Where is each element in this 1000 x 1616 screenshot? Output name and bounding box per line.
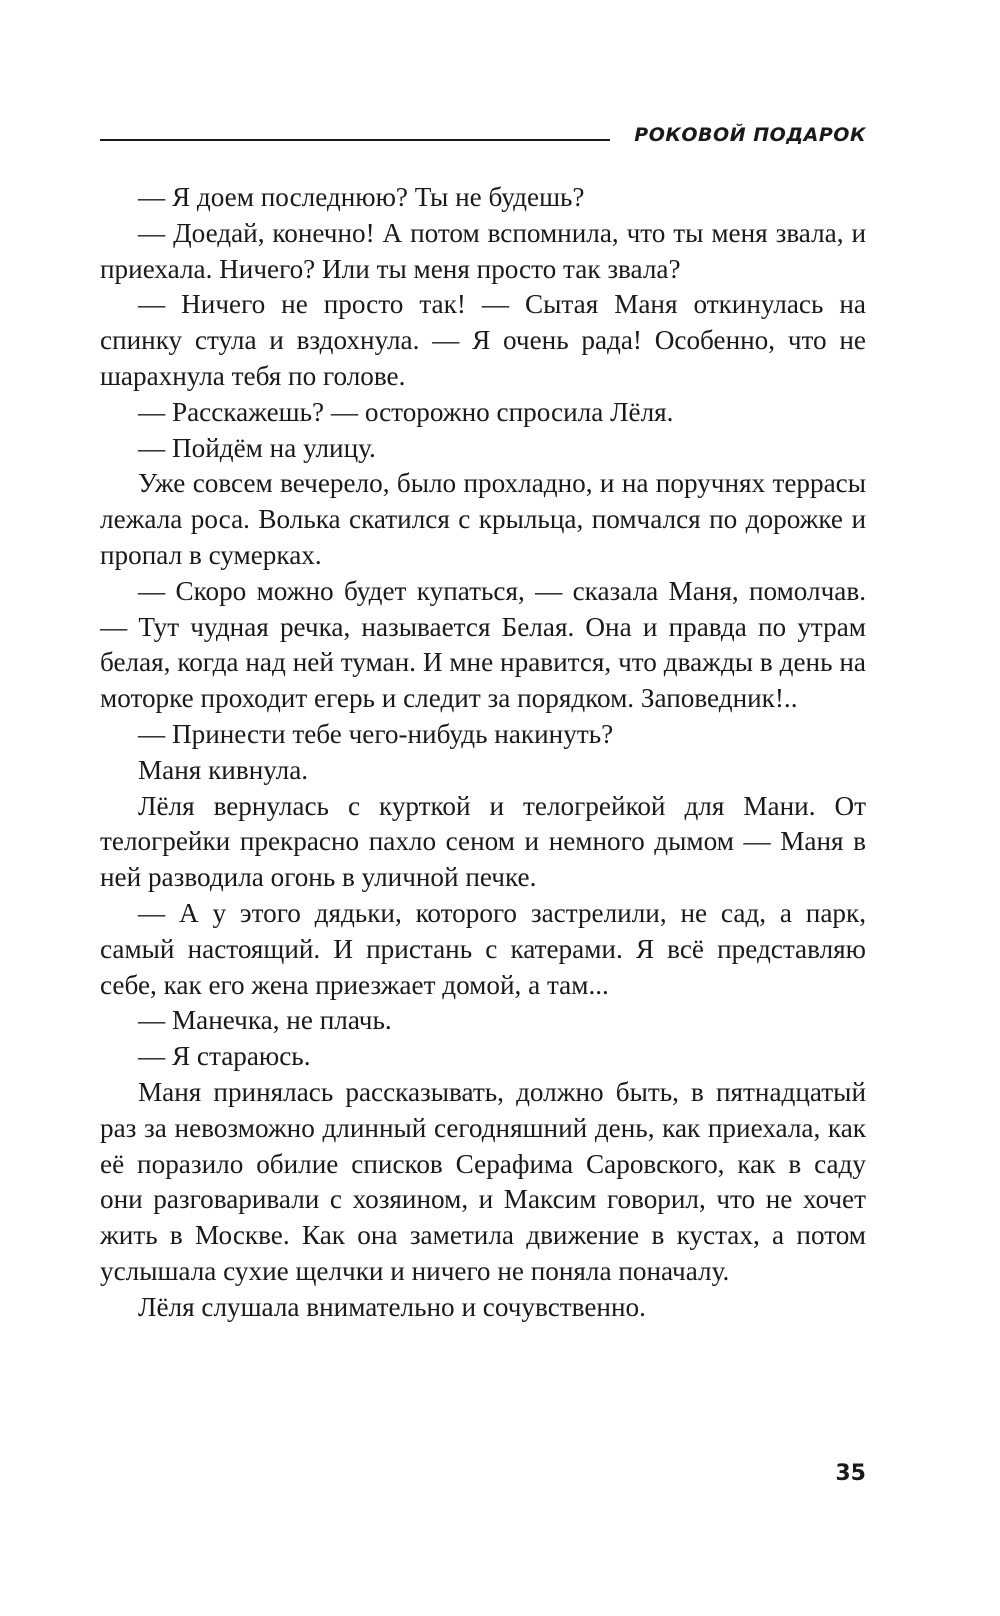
page-number: 35 — [835, 1461, 866, 1486]
paragraph: — Я доем последнюю? Ты не будешь? — [138, 182, 585, 212]
paragraph: Маня принялась рассказывать, должно быть, в пятнадцатый раз за невозможно длинный сегодняшний день, как приехала, как её поразило обилие списков Серафима Саровского, как в саду они разговаривали с хозяином, и Максим говорил, что не хочет жить в Москве. Как она заметила движение в кустах, а потом услышала сухие щелчки и ничего не поняла поначалу. — [100, 1076, 866, 1286]
paragraph: — Пойдём на улицу. — [138, 432, 376, 463]
running-header — [100, 122, 866, 152]
paragraph: Лёля вернулась с курткой и телогрейкой для Мани. От телогрейки прекрасно пахло сеном и немного дымом — Маня в ней разводила огонь в уличной печке. — [100, 790, 866, 893]
body-text — [100, 180, 866, 1326]
paragraph: Уже совсем вечерело, было прохладно, и на поручнях террасы лежала роса. Волька скатился с крыльца, помчался по дорожке и пропал в сумерках. — [100, 468, 866, 570]
paragraph: — Доедай, конечно! А потом вспомнила, что ты меня звала, и приехала. Ничего? Или ты меня просто так звала? — [100, 217, 866, 284]
header-rule — [100, 139, 610, 141]
running-header-title: РОКОВОЙ ПОДАРОК — [634, 124, 866, 146]
paragraph: — А у этого дядьки, которого застрелили, не сад, а парк, самый настоящий. И пристань с катерами. Я всё представляю себе, как его жена приезжает домой, а там... — [100, 897, 866, 1000]
paragraph: — Ничего не просто так! — Сытая Маня откинулась на спинку стула и вздохнула. — Я очень рада! Особенно, что не шарахнула тебя по голове. — [100, 289, 866, 391]
paragraph: — Манечка, не плачь. — [138, 1005, 392, 1036]
paragraph: — Я стараюсь. — [138, 1041, 311, 1072]
paragraph: Маня кивнула. — [138, 754, 309, 785]
paragraph: — Принести тебе чего-нибудь накинуть? — [138, 718, 614, 749]
paragraph: — Скоро можно будет купаться, — сказала Маня, помолчав. — Тут чудная речка, называется Белая. Она и правда по утрам белая, когда над ней туман. И мне нравится, что дважды в день на моторке проходит егерь и следит за порядком. Заповедник!.. — [100, 575, 866, 714]
paragraph: Лёля слушала внимательно и сочувственно. — [138, 1291, 646, 1322]
paragraph: — Расскажешь? — осторожно спросила Лёля. — [138, 396, 674, 427]
